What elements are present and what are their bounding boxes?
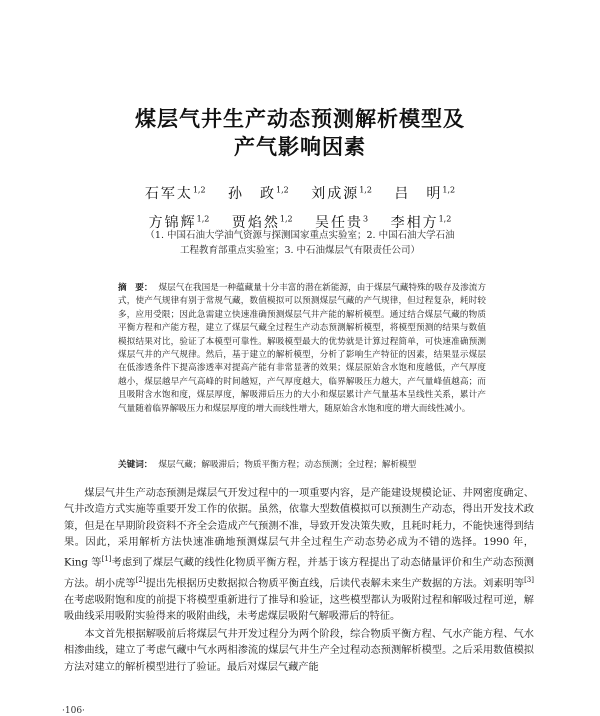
body-text [64,486,534,678]
author: 方锦辉$^{1,2}$ [148,214,210,232]
page-number: ·106· [62,706,85,716]
author: 李相方$^{1,2}$ [390,214,452,232]
author: 吕 明$^{1,2}$ [394,185,456,202]
abstract-text: 煤层气在我国是一种蕴藏量十分丰富的潜在新能源，由于煤层气藏特殊的吸存及渗流方式，使产气规律有别于常规气藏，数值模拟可以预测煤层气藏的产气规律，但过程复杂，耗时较多，应用受限；因此急需建立快速准确预测煤层气井产能的解析模型。通过结合煤层气藏的物质平衡方程和产能方程，建立了煤层气藏全过程生产动态预测解析模型，将模型预测的结果与数值模拟结果对比，验证了本模型可靠性。解吸模型最大的优势就是计算过程简单，可快速准确预测煤层气井的产气规律。然后，基于建立的解析模型，分析了影响生产特征的因素，结果显示煤层在低渗透条件下提高渗透率对提高产能有非常显著的效果；煤层原始含水饱和度越低，产气厚度越小，煤层越早产气高峰的时间越短，产气厚度越大，临界解吸压力越大，产气量峰值越高；而且吸附含水饱和度，煤层厚度，解吸滞后压力的大小和煤层累计产气量基本呈线性关系，累计产气量随着临界解吸压力和煤层厚度的增大而线性增大，随原始含水饱和度的增大而线性减小。 [118,283,486,414]
affiliation-line: 工程教育部重点实验室；3. 中石油煤层气有限责任公司） [179,245,421,256]
author: 石军太$^{1,2}$ [144,185,206,202]
abstract-label: 摘 要： [118,283,153,293]
keywords-text: 煤层气藏；解吸滞后；物质平衡方程；动态预测；全过程；解析模型 [158,460,417,470]
paper-title-line1: 煤层气井生产动态预测解析模型及 [135,107,465,131]
paper-title-line2: 产气影响因素 [234,135,366,159]
abstract [118,282,486,416]
affiliations [110,228,490,258]
keywords [118,459,486,472]
author: 刘成源$^{1,2}$ [311,185,372,202]
author: 贾焰然$^{1,2}$ [231,214,293,232]
paragraph: 煤层气井生产动态预测是煤层气开发过程中的一项重要内容，是产能建设规模论证、井网密度确定、气井改造方式实施等重要开发工作的依据。虽然，依靠大型数值模拟可以预测生产动态，得出开发技术政策，但是在早期阶段资料不齐全会造成产气预测不准，导致开发决策失败，且耗时耗力，不能快速得到结果。因此，采用解析方法快速准确地预测煤层气井全过程生产动态势必成为不错的选择。1990 年，King 等[1]考虑到了煤层气藏的线性化物质平衡方程，并基于该方程提出了动态储量评价和生产动态预测方法。胡小虎等[2]提出先根据历史数据拟合物质平衡直线，后读代表解未来生产数据的方法。刘素明等[3]在考虑吸附饱和度的前提下将模型重新进行了推导和验证，这些模型都认为吸附过程和解吸过程可逆，解吸曲线采用吸附实验得来的吸附曲线，未考虑煤层吸附气解吸滞后的特征。 [64,488,534,622]
author: 吴任贵$^3$ [315,214,369,232]
paragraph: 本文首先根据解吸前后将煤层气井开发过程分为两个阶段，综合物质平衡方程、气水产能方程、气水相渗曲线，建立了考虑气藏中气水两相渗流的煤层气井生产全过程动态预测解析模型。之后采用数值模拟方法对建立的解析模型进行了验证。最后对煤层气藏产能 [64,629,534,673]
keywords-label: 关键词： [118,460,153,470]
author-row-1 [0,177,600,207]
affiliation-line: （1. 中国石油大学油气资源与探测国家重点实验室；2. 中国石油大学石油 [145,230,455,241]
author: 孙 政$^{1,2}$ [228,185,289,202]
